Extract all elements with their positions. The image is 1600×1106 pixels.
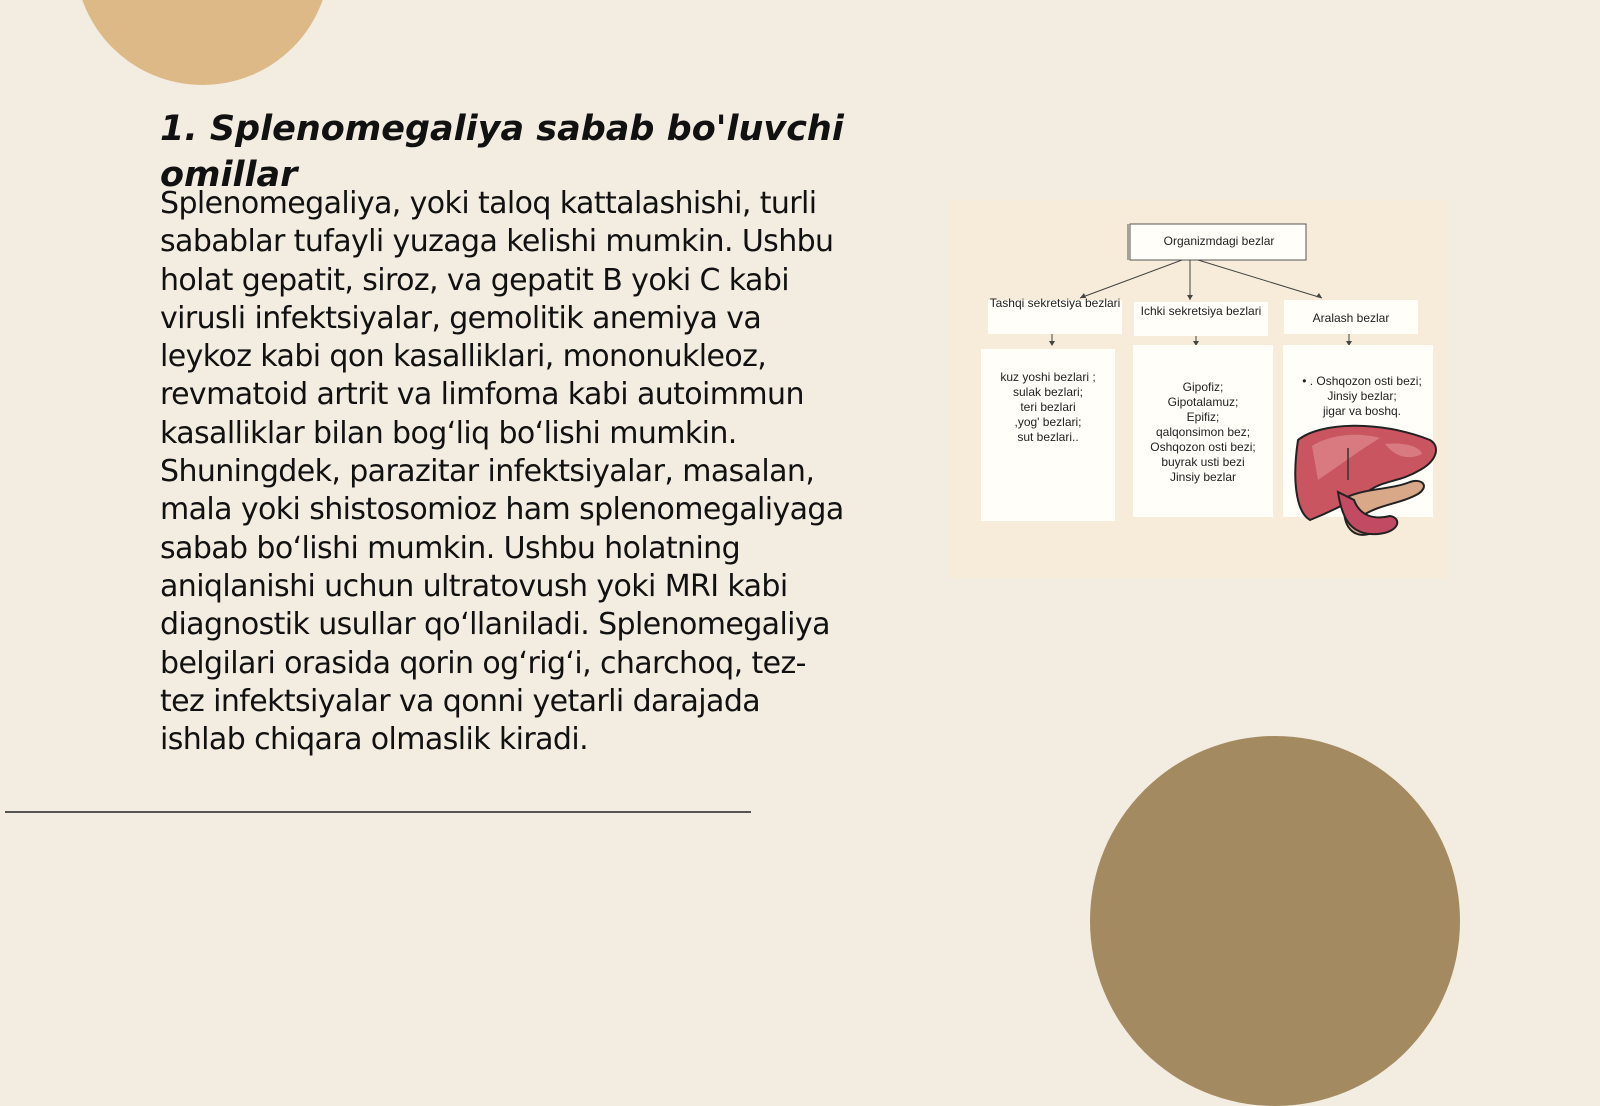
diagram-root-label: Organizmdagi bezlar (1163, 234, 1275, 248)
glands-diagram (950, 200, 1448, 578)
decorative-circle-top (75, 0, 330, 85)
category-label-mixed: Aralash bezlar (1312, 311, 1390, 325)
category-label-internal: Ichki sekretsiya bezlari (1140, 304, 1262, 318)
liver-pancreas-illustration (1290, 420, 1440, 540)
items-list-internal: Gipofiz; Gipotalamuz; Epifiz; qalqonsimon bez; Oshqozon osti bezi; buyrak usti bezi Jinsiy bezlar (1150, 380, 1256, 484)
divider-line (5, 811, 751, 813)
decorative-circle-bottom (1090, 736, 1460, 1106)
category-label-external: Tashqi sekretsiya bezlari (989, 296, 1121, 310)
slide-title: 1. Splenomegaliya sabab bo'luvchi omillar (160, 109, 844, 195)
slide-body-text: Splenomegaliya, yoki taloq kattalashishi, turli sabablar tufayli yuzaga kelishi mumkin. Ushbu holat gepatit, siroz, va gepatit B yoki C kabi virusli infektsiyalar, gemolitik anemiya va leykoz kabi qon kasalliklari, mononukleoz, revmatoid artrit va limfoma kabi autoimmun kasalliklar bilan bog‘liq bo‘lishi mumkin. Shuningdek, parazitar infektsiyalar, masalan, mala yoki shistosomioz ham splenomegaliyaga sabab bo‘lishi mumkin. Ushbu holatning aniqlanishi uchun ultratovush yoki MRI kabi diagnostik usullar qo‘llaniladi. Splenomegaliya belgilari orasida qorin og‘rig‘i, charchoq, tez-tez infektsiyalar va qonni yetarli darajada ishlab chiqara olmaslik kiradi. (160, 186, 844, 758)
items-list-mixed: • . Oshqozon osti bezi; Jinsiy bezlar; jigar va boshq. (1302, 374, 1422, 418)
items-list-external: kuz yoshi bezlari ; sulak bezlari; teri bezlari ,yog' bezlari; sut bezlari.. (1000, 370, 1096, 444)
